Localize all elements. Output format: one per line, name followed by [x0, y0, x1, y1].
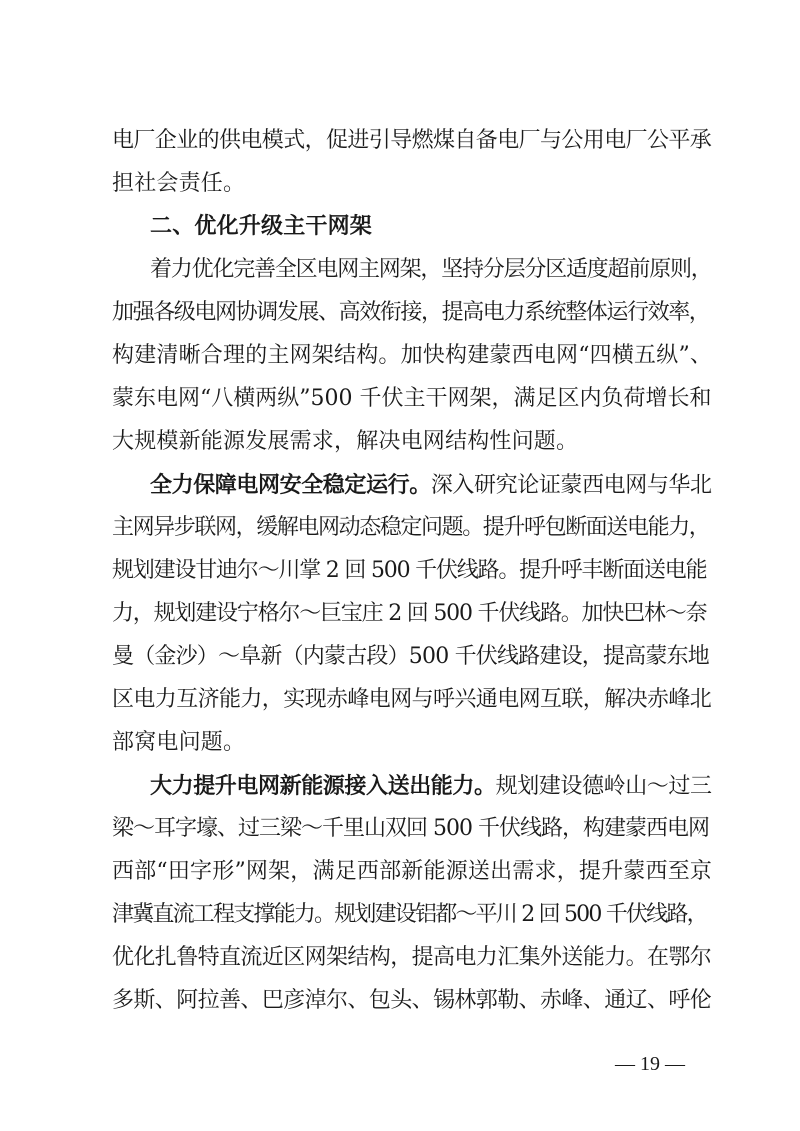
paragraph-line: 部窝电问题。	[112, 730, 246, 755]
paragraph-line: 曼（金沙）～阜新（内蒙古段）500 千伏线路建设，提高蒙东地	[112, 644, 709, 669]
paragraph-line: 优化扎鲁特直流近区网架结构，提高电力汇集外送能力。在鄂尔	[112, 945, 712, 970]
paragraph-line: 津冀直流工程支撑能力。规划建设铝都～平川 2 回 500 千伏线路，	[112, 902, 707, 927]
paragraph-line: 力，规划建设宁格尔～巨宝庄 2 回 500 千伏线路。加快巴林～奈	[112, 601, 707, 626]
section-heading: 二、优化升级主干网架	[150, 214, 373, 239]
paragraph-line: 大规模新能源发展需求，解决电网结构性问题。	[112, 429, 579, 454]
paragraph-line: 区电力互济能力，实现赤峰电网与呼兴通电网互联，解决赤峰北	[112, 687, 712, 712]
paragraph-line: 梁～耳字壕、过三梁～千里山双回 500 千伏线路，构建蒙西电网	[112, 816, 709, 841]
paragraph-lead-bold: 大力提升电网新能源接入送出能力。	[150, 773, 496, 799]
paragraph-first-line	[150, 470, 712, 501]
paragraph-lead-bold: 全力保障电网安全稳定运行。	[150, 472, 431, 498]
paragraph-line: 西部“田字形”网架，满足西部新能源送出需求，提升蒙西至京	[112, 859, 713, 884]
paragraph-line: 构建清晰合理的主网架结构。加快构建蒙西电网“四横五纵”、	[112, 343, 713, 368]
paragraph-lead-rest: 深入研究论证蒙西电网与华北	[430, 473, 712, 498]
paragraph-first-line	[150, 771, 712, 802]
paragraph-lead-rest: 规划建设德岭山～过三	[495, 774, 712, 799]
paragraph-line: 多斯、阿拉善、巴彦淖尔、包头、锡林郭勒、赤峰、通辽、呼伦	[112, 988, 712, 1013]
paragraph-line: 加强各级电网协调发展、高效衔接，提高电力系统整体运行效率，	[112, 300, 710, 325]
paragraph-line: 着力优化完善全区电网主网架，坚持分层分区适度超前原则，	[150, 257, 712, 282]
paragraph-line: 主网异步联网，缓解电网动态稳定问题。提升呼包断面送电能力，	[112, 515, 710, 540]
page-number: — 19 —	[615, 1053, 685, 1075]
paragraph-line: 规划建设甘迪尔～川掌 2 回 500 千伏线路。提升呼丰断面送电能	[112, 558, 707, 583]
paragraph-line: 电厂企业的供电模式，促进引导燃煤自备电厂与公用电厂公平承	[112, 128, 712, 153]
paragraph-line: 担社会责任。	[112, 171, 246, 196]
paragraph-line: 蒙东电网“八横两纵”500 千伏主干网架，满足区内负荷增长和	[112, 386, 712, 411]
